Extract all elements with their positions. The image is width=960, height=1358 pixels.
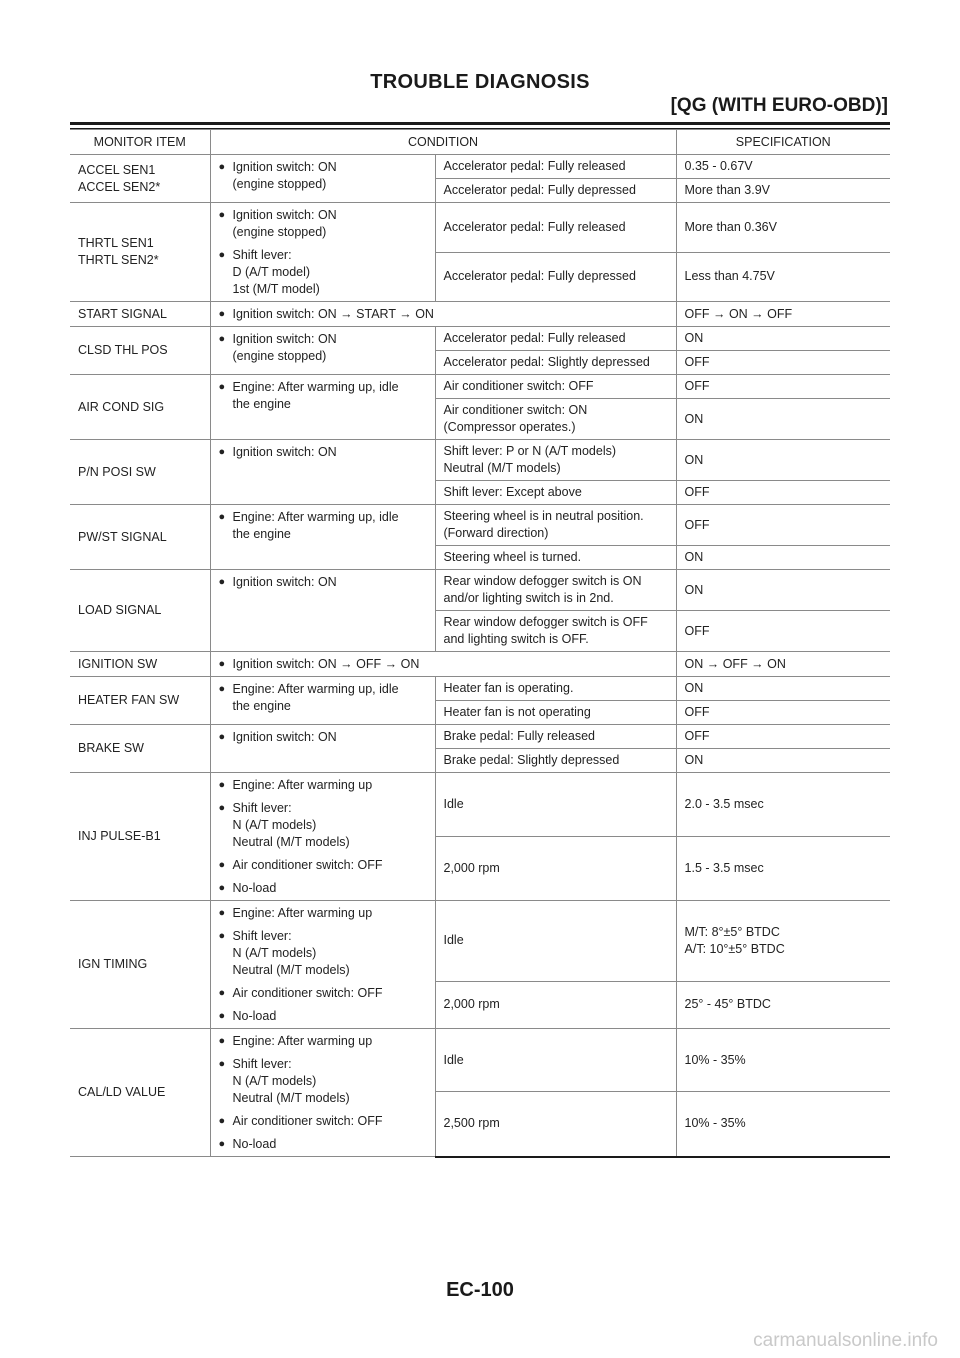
condition-text: Ignition switch: ON (engine stopped) [232,208,337,239]
table-row [70,1029,890,1092]
condition-text: No-load [232,1009,277,1023]
sub-condition: Heater fan is not operating [435,701,676,725]
condition-bullet [219,159,427,193]
condition-cell [210,155,435,203]
condition-text: Engine: After warming up, idle the engine [232,380,399,411]
condition-cell [210,375,435,440]
sub-condition: Rear window defogger switch is OFF and lighting switch is OFF. [435,611,676,652]
condition-cell [210,901,435,1029]
bullet-icon: ● [218,1138,226,1150]
monitor-table [70,129,890,1158]
header-monitor-item: MONITOR ITEM [70,130,210,155]
specification: ON [676,677,890,701]
condition-text: Ignition switch: ON (engine stopped) [232,160,337,191]
condition-bullet [219,1056,427,1107]
monitor-item: IGNITION SW [70,652,210,677]
condition-bullet [219,681,427,715]
specification: 2.0 - 3.5 msec [676,773,890,837]
sub-condition: Shift lever: P or N (A/T models) Neutral (M/T models) [435,440,676,481]
table-row [70,440,890,481]
header-specification: SPECIFICATION [676,130,890,155]
specification: OFF [676,351,890,375]
monitor-item: IGN TIMING [70,901,210,1029]
specification: More than 0.36V [676,203,890,253]
condition-text: Ignition switch: ON [232,730,337,744]
bullet-icon: ● [218,658,226,670]
condition-text: Air conditioner switch: OFF [232,986,383,1000]
specification: 25° - 45° BTDC [676,981,890,1028]
specification: ON [676,749,890,773]
bullet-icon: ● [218,1035,226,1047]
monitor-item: THRTL SEN1 THRTL SEN2* [70,203,210,302]
condition-cell [210,725,435,773]
specification: ON [676,570,890,611]
table-row [70,773,890,837]
condition-bullet [219,331,427,365]
bullet-icon: ● [218,882,226,894]
sub-condition: 2,500 rpm [435,1092,676,1157]
table-row [70,155,890,179]
condition-bullet [219,1136,427,1153]
table-header-row [70,130,890,155]
watermark: carmanualsonline.info [753,1330,938,1351]
condition-bullet [219,379,427,413]
condition-text: Shift lever: N (A/T models) Neutral (M/T models) [232,929,350,977]
monitor-item: BRAKE SW [70,725,210,773]
condition-cell [210,440,435,505]
sub-condition: Idle [435,901,676,982]
bullet-icon: ● [218,576,226,588]
bullet-icon: ● [218,859,226,871]
table-row [70,652,890,677]
condition-cell [210,302,676,327]
table-row [70,677,890,701]
table-row [70,327,890,351]
sub-condition: Accelerator pedal: Fully depressed [435,179,676,203]
sub-condition: Brake pedal: Slightly depressed [435,749,676,773]
specification: Less than 4.75V [676,252,890,302]
specification: OFF [676,375,890,399]
condition-bullet [219,306,668,323]
condition-bullet [219,1008,427,1025]
condition-cell [210,1029,435,1157]
monitor-item: P/N POSI SW [70,440,210,505]
bullet-icon: ● [218,308,226,320]
monitor-item: HEATER FAN SW [70,677,210,725]
specification: OFF [676,611,890,652]
condition-text: Air conditioner switch: OFF [232,858,383,872]
bullet-icon: ● [218,802,226,814]
condition-text: Engine: After warming up [232,1034,373,1048]
section-subtitle: [QG (WITH EURO-OBD)] [670,95,888,116]
bullet-icon: ● [218,511,226,523]
table-row [70,203,890,253]
page-number: EC-100 [446,1279,514,1301]
sub-condition: Accelerator pedal: Fully released [435,155,676,179]
sub-condition: 2,000 rpm [435,981,676,1028]
sub-condition: Accelerator pedal: Fully depressed [435,252,676,302]
specification: 0.35 - 0.67V [676,155,890,179]
table-row [70,725,890,749]
condition-bullet [219,1113,427,1130]
condition-bullet [219,729,427,746]
condition-text: Ignition switch: ON (engine stopped) [232,332,337,363]
condition-text: No-load [232,1137,277,1151]
sub-condition: Accelerator pedal: Fully released [435,327,676,351]
bullet-icon: ● [218,161,226,173]
condition-text: Air conditioner switch: OFF [232,1114,383,1128]
condition-text: Shift lever: N (A/T models) Neutral (M/T models) [232,1057,350,1105]
condition-cell [210,773,435,901]
bullet-icon: ● [218,209,226,221]
condition-bullet [219,800,427,851]
condition-bullet [219,905,427,922]
bullet-icon: ● [218,249,226,261]
specification: ON [676,327,890,351]
bullet-icon: ● [218,1058,226,1070]
condition-bullet [219,857,427,874]
page-title: TROUBLE DIAGNOSIS [370,71,590,93]
condition-text: Ignition switch: ON [232,575,337,589]
specification: 1.5 - 3.5 msec [676,837,890,901]
sub-condition: Accelerator pedal: Slightly depressed [435,351,676,375]
specification: 10% - 35% [676,1092,890,1157]
specification: OFF → ON → OFF [676,302,890,327]
condition-text: Engine: After warming up [232,906,373,920]
table-row [70,570,890,611]
specification: 10% - 35% [676,1029,890,1092]
condition-cell [210,677,435,725]
sub-condition: Air conditioner switch: OFF [435,375,676,399]
bullet-icon: ● [218,907,226,919]
condition-bullet [219,574,427,591]
condition-bullet [219,656,668,673]
bullet-icon: ● [218,1115,226,1127]
condition-cell [210,327,435,375]
monitor-item: CAL/LD VALUE [70,1029,210,1157]
condition-cell [210,203,435,302]
sub-condition: Steering wheel is turned. [435,546,676,570]
condition-bullet [219,777,427,794]
condition-text: Ignition switch: ON [232,445,337,459]
bullet-icon: ● [218,779,226,791]
bullet-icon: ● [218,1010,226,1022]
condition-bullet [219,880,427,897]
specification: OFF [676,701,890,725]
table-row [70,302,890,327]
bullet-icon: ● [218,731,226,743]
table-row [70,505,890,546]
sub-condition: Brake pedal: Fully released [435,725,676,749]
table-row [70,901,890,982]
sub-condition: Idle [435,1029,676,1092]
monitor-item: START SIGNAL [70,302,210,327]
condition-text: Shift lever: D (A/T model) 1st (M/T model) [232,248,320,296]
specification: OFF [676,505,890,546]
condition-text: Ignition switch: ON → START → ON [232,307,434,321]
condition-text: Ignition switch: ON → OFF → ON [232,657,420,671]
condition-text: Shift lever: N (A/T models) Neutral (M/T models) [232,801,350,849]
condition-bullet [219,247,427,298]
condition-bullet [219,509,427,543]
bullet-icon: ● [218,446,226,458]
condition-bullet [219,444,427,461]
sub-condition: Air conditioner switch: ON (Compressor operates.) [435,399,676,440]
specification: More than 3.9V [676,179,890,203]
condition-bullet [219,207,427,241]
sub-condition: Shift lever: Except above [435,481,676,505]
monitor-item: CLSD THL POS [70,327,210,375]
sub-condition: Steering wheel is in neutral position. (Forward direction) [435,505,676,546]
sub-condition: Idle [435,773,676,837]
bullet-icon: ● [218,683,226,695]
sub-condition: 2,000 rpm [435,837,676,901]
sub-condition: Rear window defogger switch is ON and/or lighting switch is in 2nd. [435,570,676,611]
condition-text: Engine: After warming up, idle the engine [232,510,399,541]
bullet-icon: ● [218,930,226,942]
specification: ON [676,546,890,570]
condition-bullet [219,985,427,1002]
condition-text: Engine: After warming up, idle the engine [232,682,399,713]
condition-text: No-load [232,881,277,895]
monitor-item: PW/ST SIGNAL [70,505,210,570]
sub-condition: Accelerator pedal: Fully released [435,203,676,253]
header-rule [70,122,890,125]
condition-bullet [219,928,427,979]
header-condition: CONDITION [210,130,676,155]
bullet-icon: ● [218,333,226,345]
monitor-item: INJ PULSE-B1 [70,773,210,901]
condition-cell [210,570,435,652]
specification: ON [676,399,890,440]
monitor-item: LOAD SIGNAL [70,570,210,652]
sub-condition: Heater fan is operating. [435,677,676,701]
table-row [70,375,890,399]
condition-text: Engine: After warming up [232,778,373,792]
monitor-item: ACCEL SEN1 ACCEL SEN2* [70,155,210,203]
specification: OFF [676,725,890,749]
specification: ON → OFF → ON [676,652,890,677]
specification: OFF [676,481,890,505]
specification: ON [676,440,890,481]
bullet-icon: ● [218,987,226,999]
specification: M/T: 8°±5° BTDC A/T: 10°±5° BTDC [676,901,890,982]
bullet-icon: ● [218,381,226,393]
monitor-item: AIR COND SIG [70,375,210,440]
condition-cell [210,505,435,570]
condition-cell [210,652,676,677]
condition-bullet [219,1033,427,1050]
